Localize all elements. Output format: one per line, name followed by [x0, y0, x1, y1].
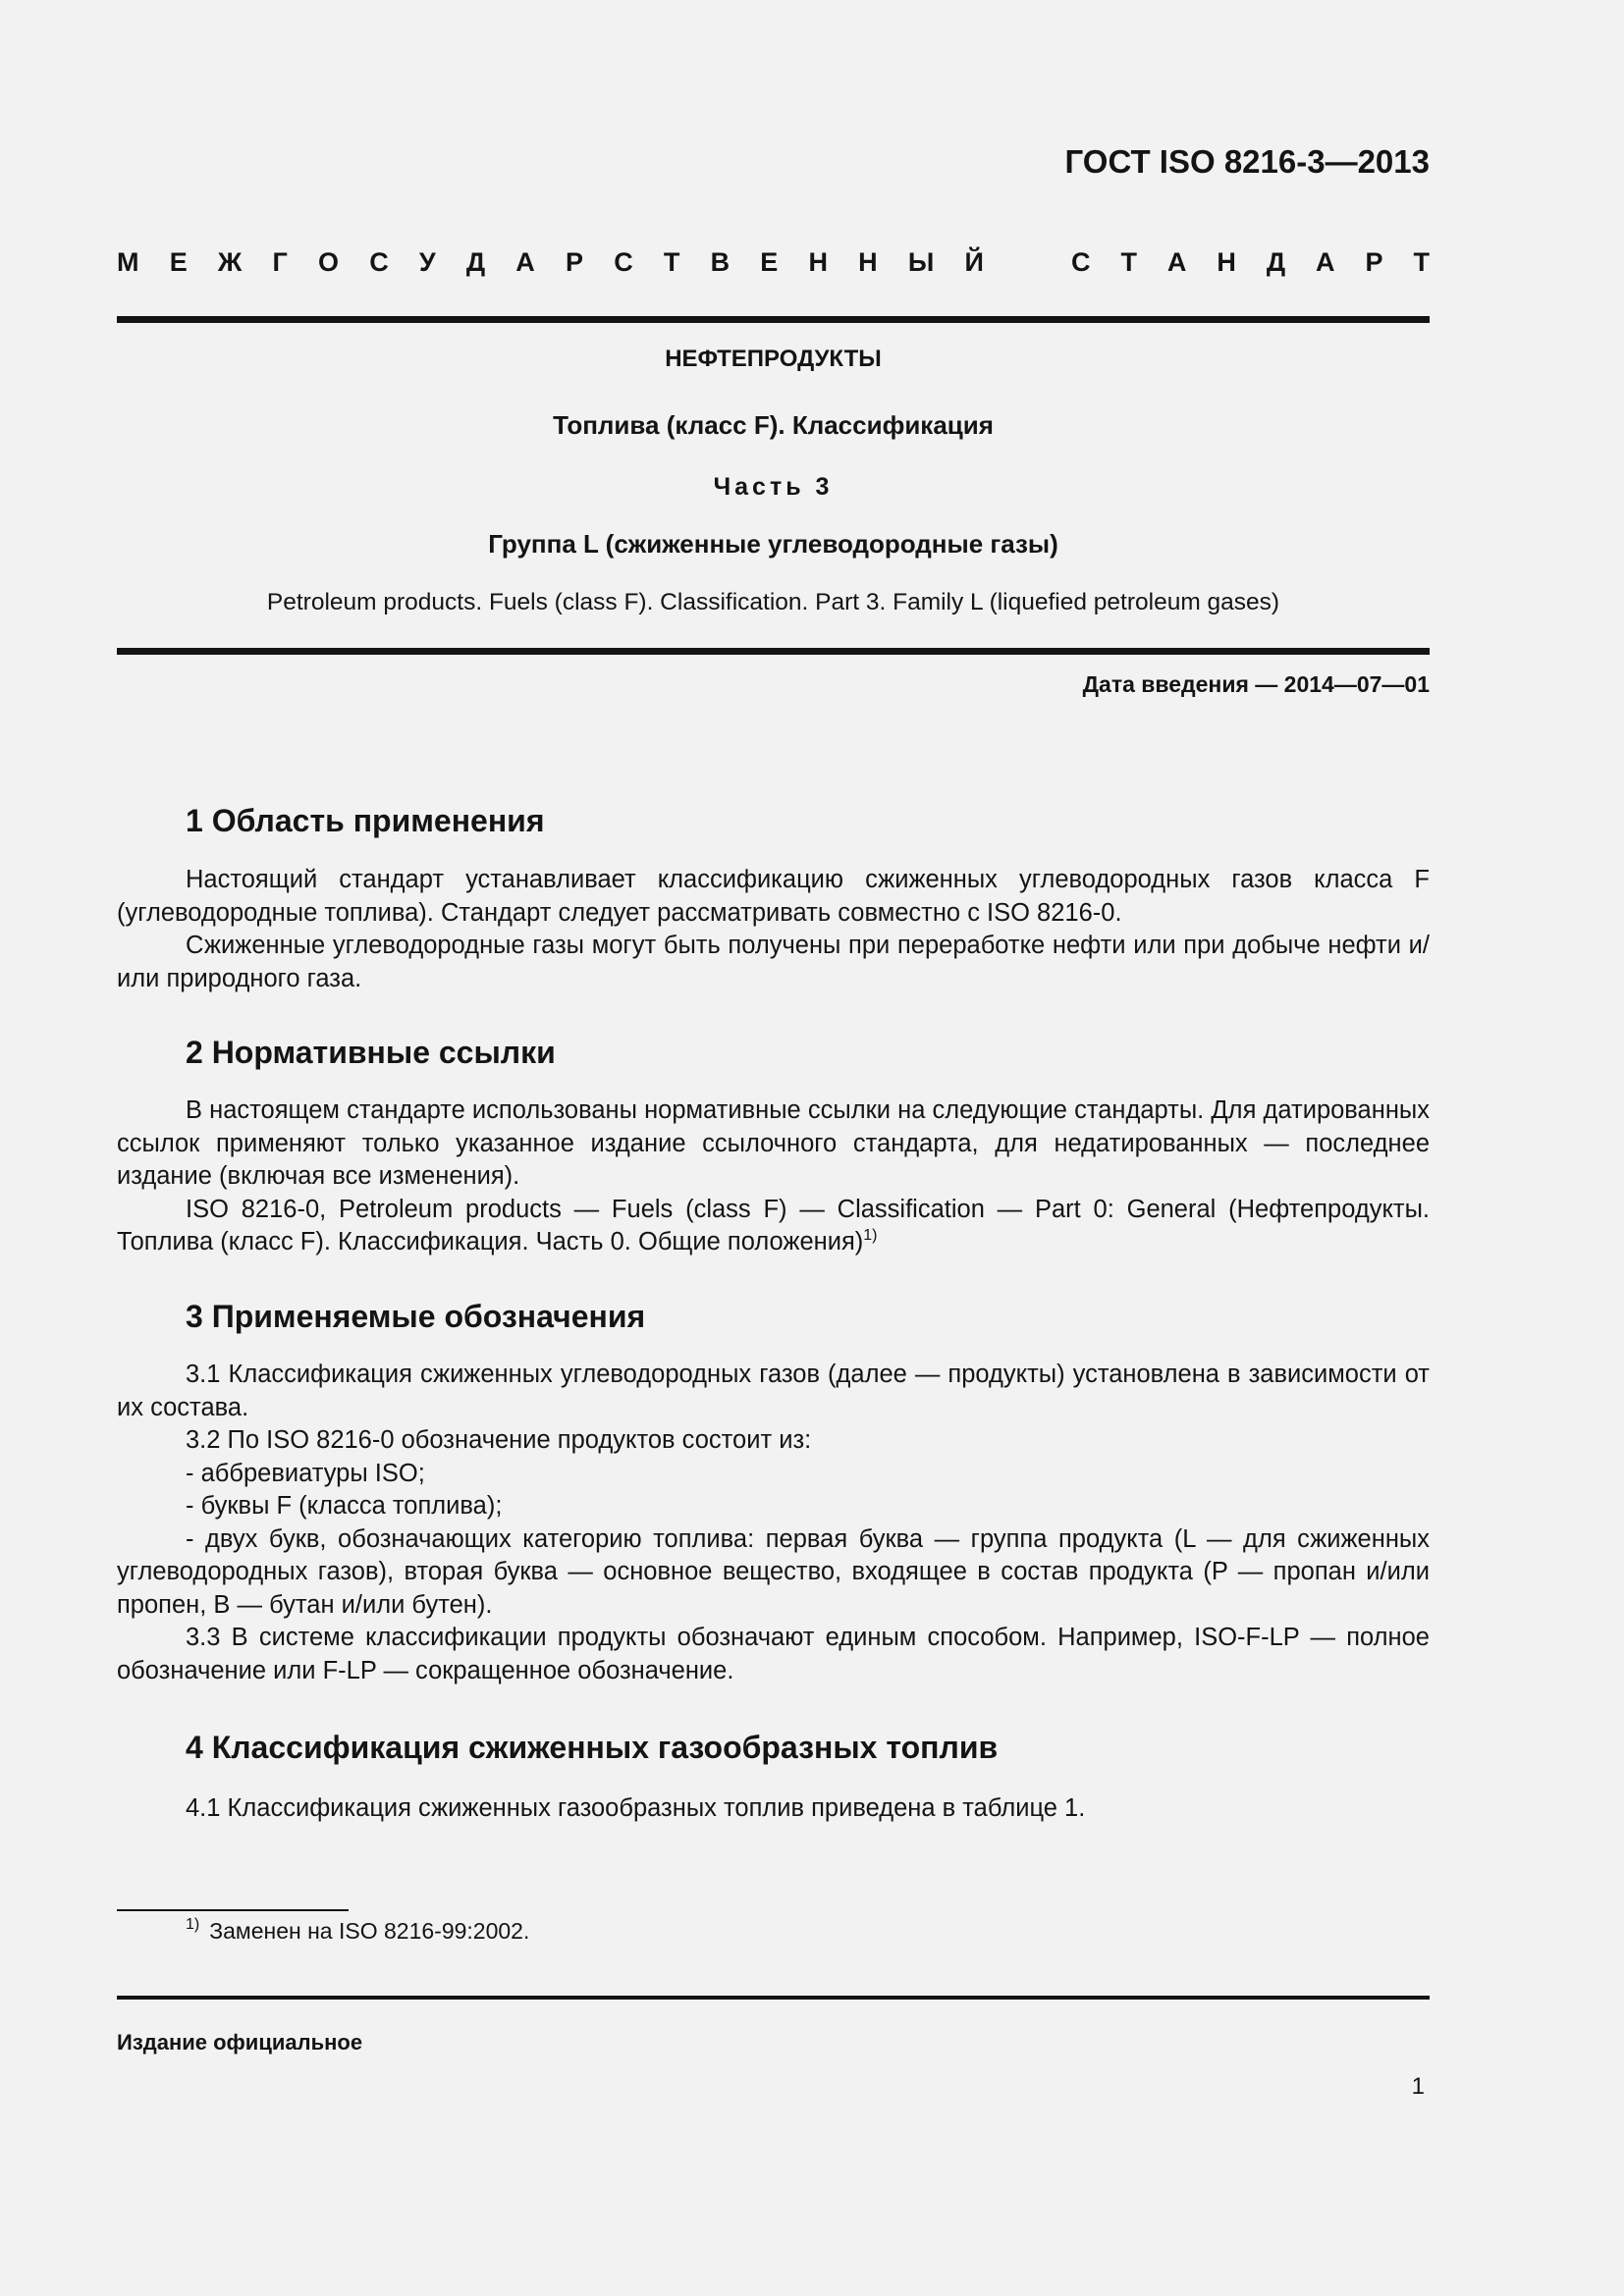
section-4-heading: 4 Классификация сжиженных газообразных топлив	[186, 1730, 999, 1765]
banner-letter: Н	[1217, 247, 1236, 277]
section-2-heading: 2 Нормативные ссылки	[186, 1035, 556, 1070]
banner-letter: У	[418, 247, 436, 277]
introduction-date: Дата введения — 2014—07—01	[1082, 671, 1430, 697]
banner-letter: Н	[858, 247, 878, 277]
paragraph: В настоящем стандарте использованы нормативные ссылки на следующие стандарты. Для датированных ссылок применяют только указанное издание ссылочного стандарта, для недатированных — последнее издание (включая все изменения).	[117, 1096, 1430, 1190]
banner-letter: Д	[465, 247, 486, 277]
banner-letter: А	[515, 247, 535, 277]
banner-letter: Е	[760, 247, 779, 277]
banner-letter: Й	[964, 247, 984, 277]
title-english: Petroleum products. Fuels (class F). Classification. Part 3. Family L (liquefied petroleum gases)	[266, 589, 1280, 615]
banner-letter: Д	[1266, 247, 1286, 277]
document-code: ГОСТ ISO 8216-3—2013	[1064, 143, 1430, 180]
banner-letter: Е	[169, 247, 188, 277]
paragraph: 4.1 Классификация сжиженных газообразных топлив приведена в таблице 1.	[186, 1794, 1086, 1822]
title-bottom-rule	[117, 648, 1430, 655]
section-1-body	[117, 864, 1430, 995]
title-part: Часть 3	[713, 473, 834, 501]
footnote-ref: 1)	[863, 1227, 878, 1244]
footnote-separator	[117, 1909, 349, 1911]
paragraph-reference	[117, 1194, 1430, 1259]
title-subtitle: Топлива (класс F). Классификация	[553, 410, 994, 440]
top-rule	[117, 316, 1430, 323]
banner-letter: С	[369, 247, 389, 277]
footer-rule	[117, 1996, 1430, 2000]
footnote-mark: 1)	[186, 1916, 200, 1933]
banner-letter: Р	[1365, 247, 1383, 277]
paragraph: 3.1 Классификация сжиженных углеводородных газов (далее — продукты) установлена в зависимости от их состава.	[117, 1361, 1430, 1421]
title-group: Группа L (сжиженные углеводородные газы)	[488, 529, 1058, 559]
banner-letter: С	[614, 247, 633, 277]
banner-letter: А	[1166, 247, 1187, 277]
banner-letter: Ы	[907, 247, 935, 277]
list-item: - аббревиатуры ISO;	[186, 1459, 425, 1487]
banner-word-standard	[1071, 247, 1430, 278]
list-item: - буквы F (класса топлива);	[186, 1492, 503, 1520]
banner-letter: Т	[663, 247, 680, 277]
banner-letter: Ж	[217, 247, 243, 277]
paragraph: Настоящий стандарт устанавливает классификацию сжиженных углеводородных газов класса F (углеводородные топлива). Стандарт следует рассматривать совместно с ISO 8216-0.	[117, 866, 1430, 927]
paragraph: Сжиженные углеводородные газы могут быть получены при переработке нефти или при добыче нефти и/или природного газа.	[117, 932, 1430, 992]
section-2-body	[117, 1095, 1430, 1259]
banner-letter: Г	[272, 247, 288, 277]
page-number: 1	[1411, 2073, 1425, 2100]
paragraph: 3.3 В системе классификации продукты обозначают единым способом. Например, ISO-F-LP — полное обозначение или F-LP — сокращенное обозначение.	[117, 1624, 1430, 1684]
footnote-text: Заменен на ISO 8216-99:2002.	[209, 1918, 530, 1944]
reference-text: ISO 8216-0, Petroleum products — Fuels (class F) — Classification — Part 0: General (Нефтепродукты. Топлива (класс F). Классификация. Часть 0. Общие положения)	[117, 1195, 1430, 1255]
banner-letter: М	[117, 247, 139, 277]
banner-letter: С	[1071, 247, 1091, 277]
banner-letter: Н	[808, 247, 828, 277]
title-main: НЕФТЕПРОДУКТЫ	[665, 346, 882, 372]
section-3-body	[117, 1359, 1430, 1687]
footnote	[186, 1916, 529, 1945]
paragraph: 3.2 По ISO 8216-0 обозначение продуктов состоит из:	[186, 1426, 812, 1454]
section-4-body	[117, 1792, 1430, 1826]
banner-letter: Т	[1120, 247, 1137, 277]
banner-letter: А	[1316, 247, 1335, 277]
banner-letter: О	[317, 247, 339, 277]
banner-letter: Т	[1413, 247, 1430, 277]
banner-word-interstate	[117, 247, 984, 278]
section-1-heading: 1 Область применения	[186, 803, 545, 838]
section-3-heading: 3 Применяемые обозначения	[186, 1299, 646, 1334]
list-item: - двух букв, обозначающих категорию топлива: первая буква — группа продукта (L — для сжиженных углеводородных газов), вторая буква — основное вещество, входящее в состав продукта (P — пропан и/или пропен, B — бутан и/или бутен).	[117, 1524, 1430, 1619]
banner-letter: В	[710, 247, 731, 277]
interstate-standard-banner	[117, 247, 1430, 278]
official-edition-label: Издание официальное	[117, 2030, 363, 2055]
banner-letter: Р	[565, 247, 583, 277]
